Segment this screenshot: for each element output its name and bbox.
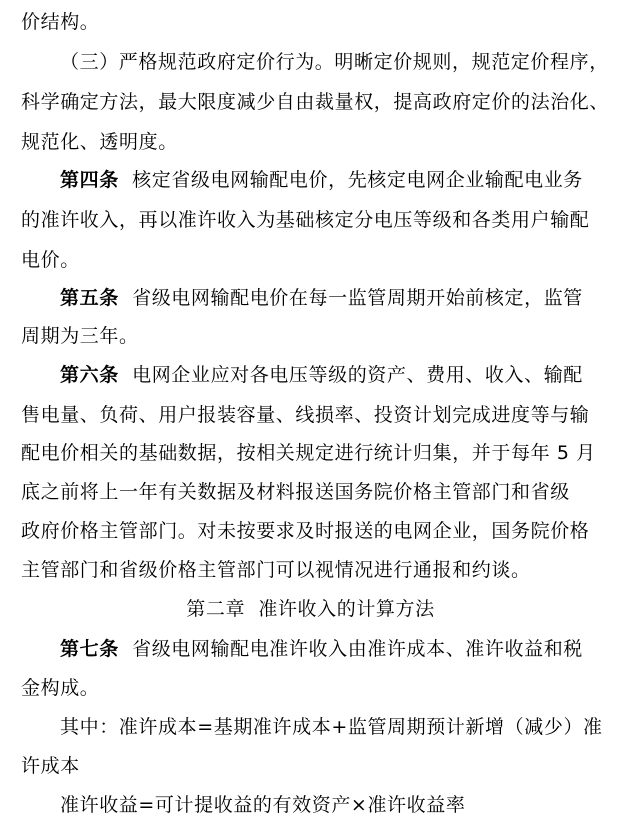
line-text: 售电量、负荷、用户报装容量、线损率、投资计划完成进度等与输 — [21, 404, 590, 426]
text-line-18 — [21, 670, 99, 706]
article-label: 第七条 — [60, 638, 119, 660]
line-text: 主管部门和省级价格主管部门可以视情况进行通报和约谈。 — [21, 559, 531, 581]
line-text: 科学确定方法，最大限度减少自由裁量权，提高政府定价的法治化、 — [21, 91, 610, 113]
line-text: 其中：准许成本=基期准许成本+监管周期预计新增（减少）准 — [60, 716, 603, 738]
line-text: 政府价格主管部门。对未按要求及时报送的电网企业，国务院价格 — [21, 520, 590, 542]
text-line-6 — [21, 202, 589, 238]
line-text: 价结构。 — [21, 11, 100, 33]
line-text: （三）严格规范政府定价行为。明晰定价规则，规范定价程序， — [60, 51, 609, 73]
line-text: 周期为三年。 — [21, 325, 139, 347]
line-text: 许成本 — [21, 755, 80, 777]
text-line-1 — [21, 4, 99, 40]
text-line-15 — [21, 552, 531, 588]
article-7-line — [60, 631, 583, 667]
line-text: 金构成。 — [21, 677, 100, 699]
text-line-11 — [21, 397, 589, 433]
text-line-12 — [21, 435, 596, 471]
line-text: 配电价相关的基础数据，按相关规定进行统计归集，并于每年 5 月 — [21, 442, 596, 464]
text-line-4 — [21, 124, 178, 160]
article-4-line — [60, 162, 583, 198]
line-text: 底之前将上一年有关数据及材料报送国务院价格主管部门和省级 — [21, 481, 570, 503]
line-text: 准许收益=可计提收益的有效资产×准许收益率 — [60, 794, 466, 816]
formula-line-1 — [60, 709, 603, 745]
formula-line-2 — [60, 787, 465, 823]
line-text: 规范化、透明度。 — [21, 131, 178, 153]
text-line-20 — [21, 748, 80, 784]
text-line-7 — [21, 242, 80, 278]
text-line-9 — [21, 318, 139, 354]
text-line-13 — [21, 474, 570, 510]
line-text: 电价。 — [21, 249, 80, 271]
article-5-line — [60, 280, 583, 316]
article-label: 第五条 — [60, 287, 119, 309]
line-text: 电网企业应对各电压等级的资产、费用、收入、输配 — [118, 364, 583, 386]
text-line-2 — [60, 44, 609, 80]
article-label: 第四条 — [60, 169, 119, 191]
line-text: 的准许收入，再以准许收入为基础核定分电压等级和各类用户输配 — [21, 209, 590, 231]
article-label: 第六条 — [60, 364, 119, 386]
line-text: 省级电网输配电价在每一监管周期开始前核定，监管 — [118, 287, 583, 309]
line-text: 核定省级电网输配电价，先核定电网企业输配电业务 — [118, 169, 583, 191]
line-text: 省级电网输配电准许收入由准许成本、准许收益和税 — [118, 638, 583, 660]
text-line-14 — [21, 513, 589, 549]
chapter-heading: 第二章 准许收入的计算方法 — [186, 598, 435, 620]
text-line-3 — [21, 84, 609, 120]
article-6-line — [60, 357, 583, 393]
